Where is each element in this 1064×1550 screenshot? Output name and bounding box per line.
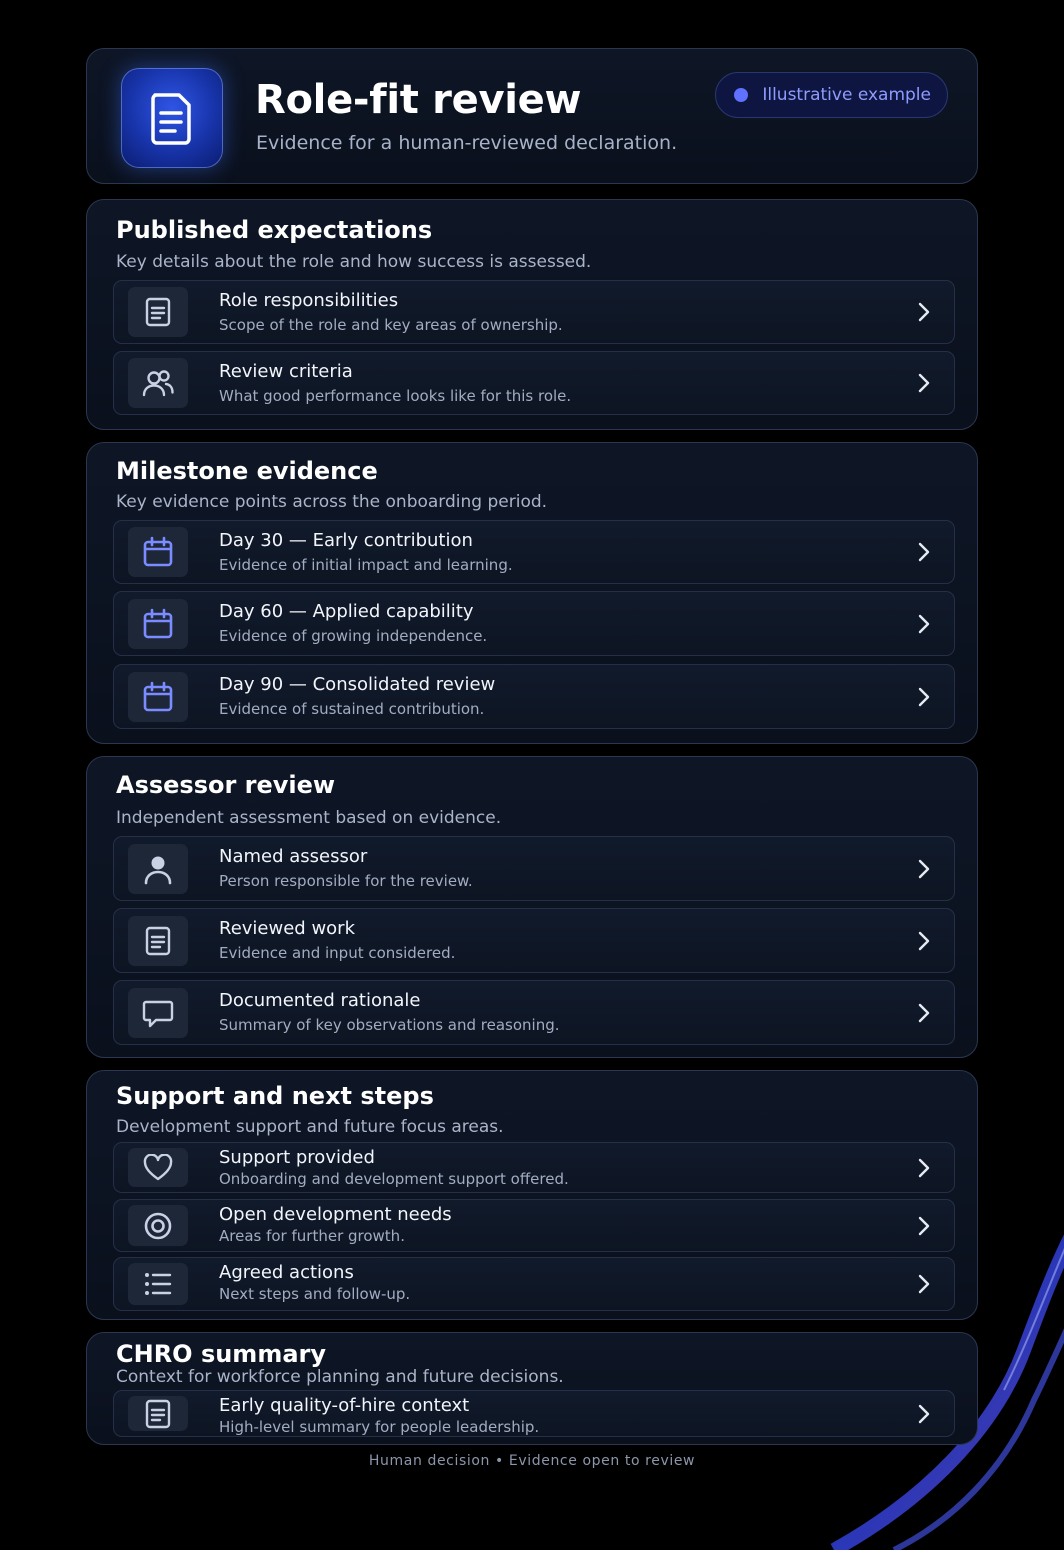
list-item-open-development-needs[interactable] <box>113 1199 955 1252</box>
item-subtitle: Scope of the role and key areas of ownership. <box>219 316 563 334</box>
list-item-named-assessor[interactable] <box>113 836 955 901</box>
calendar-icon <box>128 527 188 577</box>
chevron-right-icon[interactable] <box>916 301 932 323</box>
item-title: Named assessor <box>219 846 368 867</box>
document-icon <box>121 68 223 168</box>
chevron-right-icon[interactable] <box>916 930 932 952</box>
illustrative-badge <box>715 72 948 118</box>
chevron-right-icon[interactable] <box>916 1157 932 1179</box>
item-subtitle: Evidence of initial impact and learning. <box>219 556 513 574</box>
header-card <box>86 48 978 184</box>
item-title: Review criteria <box>219 361 353 382</box>
chevron-right-icon[interactable] <box>916 1403 932 1425</box>
list-item-role-responsibilities[interactable] <box>113 280 955 344</box>
section-published-expectations <box>86 199 978 430</box>
chevron-right-icon[interactable] <box>916 541 932 563</box>
page-subtitle: Evidence for a human-reviewed declaration. <box>256 132 678 154</box>
calendar-icon <box>128 672 188 722</box>
item-subtitle: Evidence and input considered. <box>219 944 456 962</box>
item-title: Reviewed work <box>219 918 356 939</box>
list-item-day-90-consolidated-review[interactable] <box>113 664 955 729</box>
user-icon <box>128 844 188 894</box>
list-item-review-criteria[interactable] <box>113 351 955 415</box>
calendar-icon <box>128 599 188 649</box>
item-subtitle: What good performance looks like for this role. <box>219 387 572 405</box>
section-description: Context for workforce planning and future decisions. <box>116 1367 564 1387</box>
list-item-day-60-applied-capability[interactable] <box>113 591 955 656</box>
section-title: CHRO summary <box>116 1340 326 1368</box>
section-description: Independent assessment based on evidence. <box>116 808 502 828</box>
item-title: Early quality-of-hire context <box>219 1395 470 1416</box>
item-title: Support provided <box>219 1147 375 1168</box>
section-title: Milestone evidence <box>116 457 378 485</box>
list-icon <box>128 1263 188 1305</box>
section-title: Published expectations <box>116 216 433 244</box>
section-support-and-next-steps <box>86 1070 978 1320</box>
chevron-right-icon[interactable] <box>916 1273 932 1295</box>
heart-icon <box>128 1148 188 1187</box>
section-description: Development support and future focus areas. <box>116 1117 504 1137</box>
target-icon <box>128 1205 188 1246</box>
item-title: Role responsibilities <box>219 290 399 311</box>
item-subtitle: Summary of key observations and reasoning. <box>219 1016 560 1034</box>
section-assessor-review <box>86 756 978 1058</box>
document-icon <box>128 1396 188 1431</box>
item-title: Agreed actions <box>219 1262 354 1283</box>
footer-note: Human decision • Evidence open to review <box>368 1453 696 1469</box>
section-title: Support and next steps <box>116 1082 434 1110</box>
badge-label: Illustrative example <box>762 85 931 105</box>
status-dot <box>734 88 748 102</box>
chevron-right-icon[interactable] <box>916 372 932 394</box>
chevron-right-icon[interactable] <box>916 1002 932 1024</box>
chevron-right-icon[interactable] <box>916 858 932 880</box>
section-description: Key evidence points across the onboarding period. <box>116 492 548 512</box>
list-item-early-quality-of-hire-context[interactable] <box>113 1390 955 1437</box>
chat-icon <box>128 988 188 1038</box>
document-icon <box>128 916 188 966</box>
section-milestone-evidence <box>86 442 978 744</box>
list-item-documented-rationale[interactable] <box>113 980 955 1045</box>
item-title: Documented rationale <box>219 990 421 1011</box>
item-subtitle: Onboarding and development support offered. <box>219 1170 569 1188</box>
list-item-reviewed-work[interactable] <box>113 908 955 973</box>
item-subtitle: Evidence of growing independence. <box>219 627 488 645</box>
users-icon <box>128 358 188 408</box>
chevron-right-icon[interactable] <box>916 1215 932 1237</box>
item-subtitle: High-level summary for people leadership. <box>219 1418 540 1436</box>
page-title: Role-fit review <box>255 77 582 123</box>
chevron-right-icon[interactable] <box>916 613 932 635</box>
item-subtitle: Person responsible for the review. <box>219 872 473 890</box>
chevron-right-icon[interactable] <box>916 686 932 708</box>
item-title: Day 60 — Applied capability <box>219 601 474 622</box>
item-subtitle: Evidence of sustained contribution. <box>219 700 485 718</box>
item-subtitle: Areas for further growth. <box>219 1227 405 1245</box>
item-title: Day 90 — Consolidated review <box>219 674 496 695</box>
list-item-agreed-actions[interactable] <box>113 1257 955 1311</box>
list-item-support-provided[interactable] <box>113 1142 955 1193</box>
document-icon <box>128 287 188 337</box>
section-chro-summary <box>86 1332 978 1445</box>
item-title: Day 30 — Early contribution <box>219 530 473 551</box>
section-title: Assessor review <box>116 771 336 799</box>
list-item-day-30-early-contribution[interactable] <box>113 520 955 584</box>
section-description: Key details about the role and how success is assessed. <box>116 252 592 272</box>
item-title: Open development needs <box>219 1204 452 1225</box>
item-subtitle: Next steps and follow-up. <box>219 1285 411 1303</box>
